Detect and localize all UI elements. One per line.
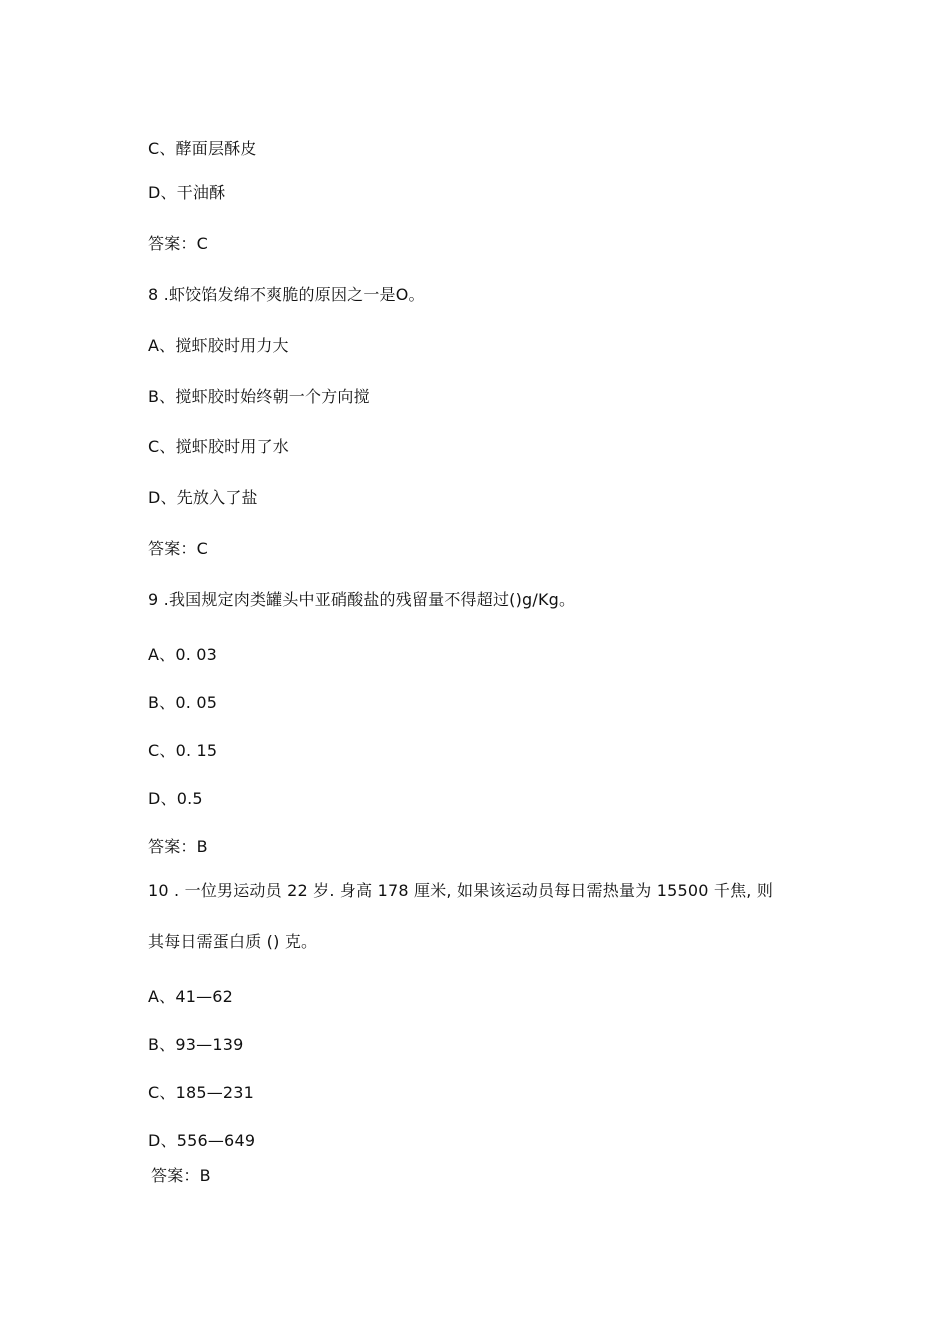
q9-option-d: D、0.5: [148, 789, 203, 808]
q8-option-d: D、先放入了盐: [148, 488, 258, 507]
q7-option-c: C、酵面层酥皮: [148, 139, 257, 158]
q8-option-b: B、搅虾胶时始终朝一个方向搅: [148, 387, 370, 406]
q9-option-a: A、0. 03: [148, 645, 218, 664]
q10-option-b: B、93—139: [148, 1035, 244, 1054]
q10-option-d: D、556—649: [148, 1131, 256, 1150]
q10-option-c: C、185—231: [148, 1083, 255, 1102]
q7-option-d: D、干油酥: [148, 183, 226, 202]
q8-option-a: A、搅虾胶时用力大: [148, 336, 289, 355]
q10-question-line2: 其每日需蛋白质 () 克。: [148, 932, 318, 951]
q9-question: 9 .我国规定肉类罐头中亚硝酸盐的残留量不得超过()g/Kg。: [148, 590, 576, 609]
q10-question-line1: 10 . 一位男运动员 22 岁. 身高 178 厘米, 如果该运动员每日需热量为 15500 千焦, 则: [148, 881, 774, 900]
q9-answer: 答案：B: [148, 837, 208, 856]
q8-answer: 答案：C: [148, 539, 208, 558]
q9-option-c: C、0. 15: [148, 741, 218, 760]
q8-question: 8 .虾饺馅发绵不爽脆的原因之一是O。: [148, 285, 425, 304]
q10-answer: 答案：B: [151, 1166, 211, 1185]
q10-option-a: A、41—62: [148, 987, 234, 1006]
q9-option-b: B、0. 05: [148, 693, 218, 712]
q7-answer: 答案：C: [148, 234, 208, 253]
q8-option-c: C、搅虾胶时用了水: [148, 437, 289, 456]
